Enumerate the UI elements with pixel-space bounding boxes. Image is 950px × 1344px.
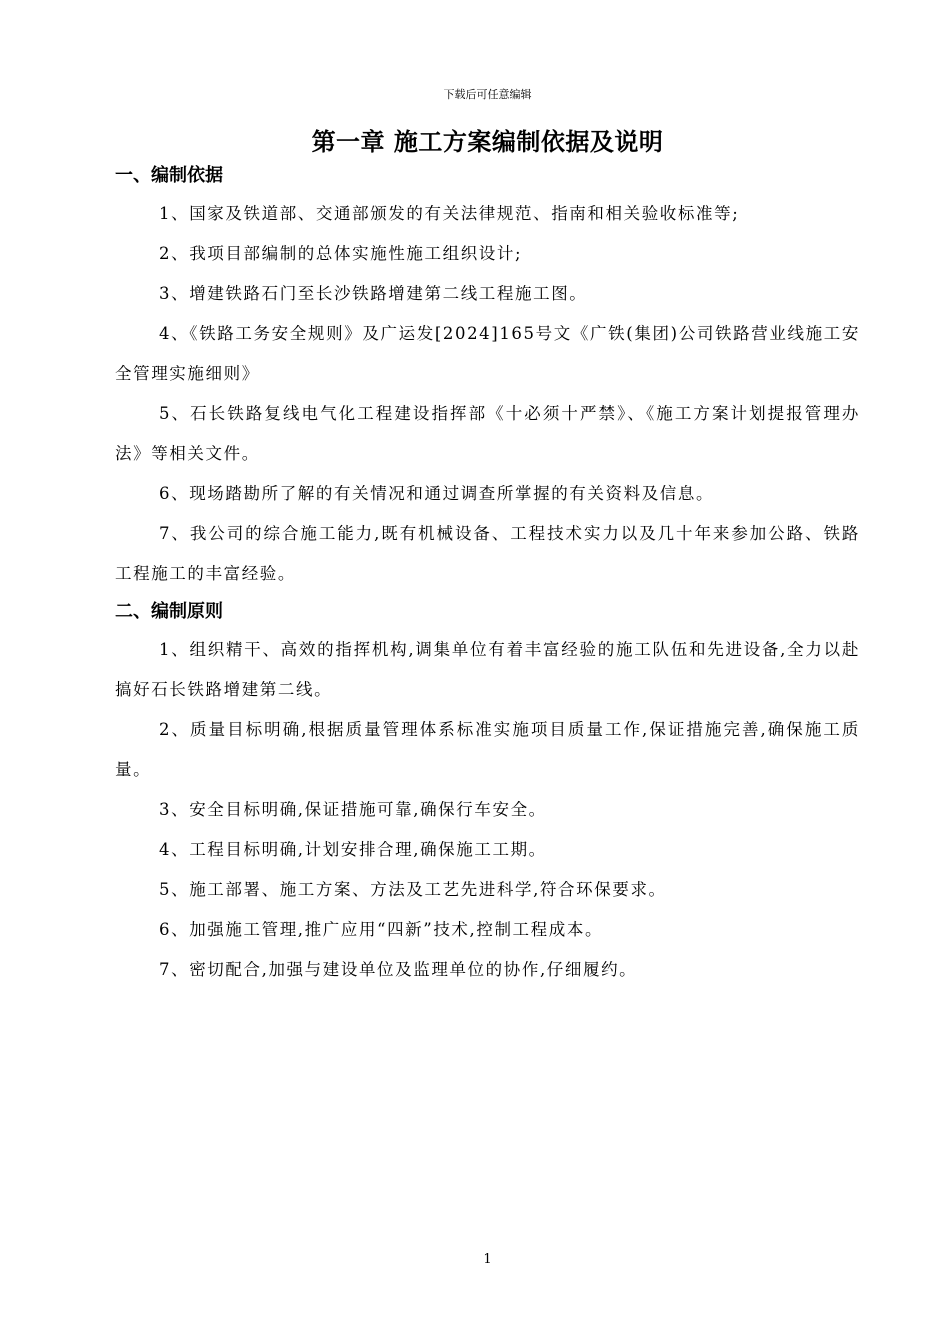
chapter-title: 第一章 施工方案编制依据及说明	[311, 127, 664, 156]
basis-item-2: 2、我项目部编制的总体实施性施工组织设计;	[159, 244, 523, 263]
basis-item-7: 7、我公司的综合施工能力,既有机械设备、工程技术实力以及几十年来参加公路、铁路工程施工的丰富经验。	[115, 524, 860, 583]
principle-item-2: 2、质量目标明确,根据质量管理体系标准实施项目质量工作,保证措施完善,确保施工质量。	[115, 720, 860, 779]
header-note: 下载后可任意编辑	[443, 88, 532, 101]
basis-item-3: 3、增建铁路石门至长沙铁路增建第二线工程施工图。	[159, 284, 588, 303]
document-body	[115, 162, 860, 990]
page-number: 1	[483, 1252, 492, 1267]
principle-item-1: 1、组织精干、高效的指挥机构,调集单位有着丰富经验的施工队伍和先进设备,全力以赴搞好石长铁路增建第二线。	[115, 640, 860, 699]
basis-item-6: 6、现场踏勘所了解的有关情况和通过调查所掌握的有关资料及信息。	[159, 484, 715, 503]
principle-item-5: 5、施工部署、施工方案、方法及工艺先进科学,符合环保要求。	[159, 880, 667, 899]
basis-item-4: 4、《铁路工务安全规则》及广运发[2024]165号文《广铁(集团)公司铁路营业线施工安全管理实施细则》	[115, 324, 860, 383]
section-heading-basis: 一、编制依据	[115, 165, 223, 186]
section-heading-principles: 二、编制原则	[115, 601, 223, 622]
principle-item-3: 3、安全目标明确,保证措施可靠,确保行车安全。	[159, 800, 547, 819]
principle-item-6: 6、加强施工管理,推广应用“四新”技术,控制工程成本。	[159, 920, 604, 939]
principle-item-7: 7、密切配合,加强与建设单位及监理单位的协作,仔细履约。	[159, 960, 638, 979]
basis-item-1: 1、国家及铁道部、交通部颁发的有关法律规范、指南和相关验收标准等;	[159, 204, 740, 223]
basis-item-5: 5、石长铁路复线电气化工程建设指挥部《十必须十严禁》、《施工方案计划提报管理办法》等相关文件。	[115, 404, 860, 463]
principle-item-4: 4、工程目标明确,计划安排合理,确保施工工期。	[159, 840, 547, 859]
